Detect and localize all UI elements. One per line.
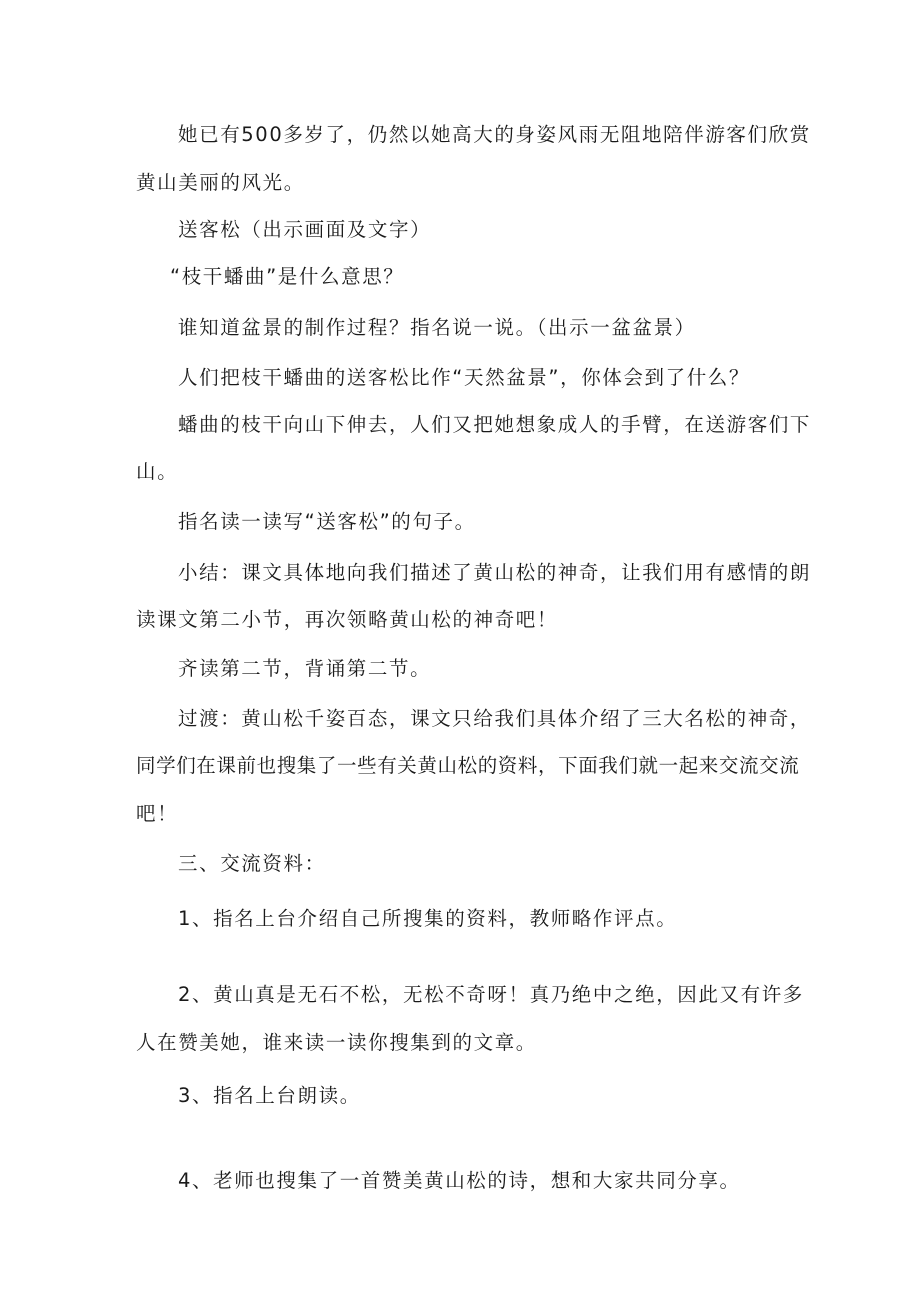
section-heading: 三、交流资料： [178,852,326,875]
paragraph-line: 吧！ [136,802,179,825]
list-item: 1、指名上台介绍自己所搜集的资料，教师略作评点。 [178,907,678,930]
paragraph-line: “枝干蟠曲”是什么意思？ [170,265,405,288]
list-item: 4、老师也搜集了一首赞美黄山松的诗，想和大家共同分享。 [178,1169,741,1192]
paragraph-line: 过渡：黄山松千姿百态，课文只给我们具体介绍了三大名松的神奇， [178,707,812,730]
paragraph-line: 山。 [136,460,179,483]
paragraph-line: 蟠曲的枝干向山下伸去，人们又把她想象成人的手臂，在送游客们下 [178,413,812,436]
paragraph-line: 谁知道盆景的制作过程？指名说一说。（出示一盆盆景） [178,316,696,339]
paragraph-line: 同学们在课前也搜集了一些有关黄山松的资料，下面我们就一起来交流交流 [136,754,800,777]
paragraph-line: 人在赞美她，谁来读一读你搜集到的文章。 [136,1031,537,1054]
paragraph-line: 人们把枝干蟠曲的送客松比作“天然盆景”，你体会到了什么？ [178,366,751,389]
paragraph-line: 齐读第二节，背诵第二节。 [178,657,432,680]
paragraph-line: 小结：课文具体地向我们描述了黄山松的神奇，让我们用有感情的朗 [178,561,812,584]
paragraph-line: 她已有500多岁了，仍然以她高大的身姿风雨无阻地陪伴游客们欣赏 [178,123,811,146]
paragraph-line: 读课文第二小节，再次领略黄山松的神奇吧！ [136,608,559,631]
paragraph-line: 黄山美丽的风光。 [136,171,305,194]
list-item: 3、指名上台朗读。 [178,1084,361,1107]
paragraph-line: 指名读一读写“送客松”的句子。 [178,510,476,533]
list-item: 2、黄山真是无石不松，无松不奇呀！真乃绝中之绝，因此又有许多 [178,983,804,1006]
paragraph-line: 送客松（出示画面及文字） [178,218,432,241]
